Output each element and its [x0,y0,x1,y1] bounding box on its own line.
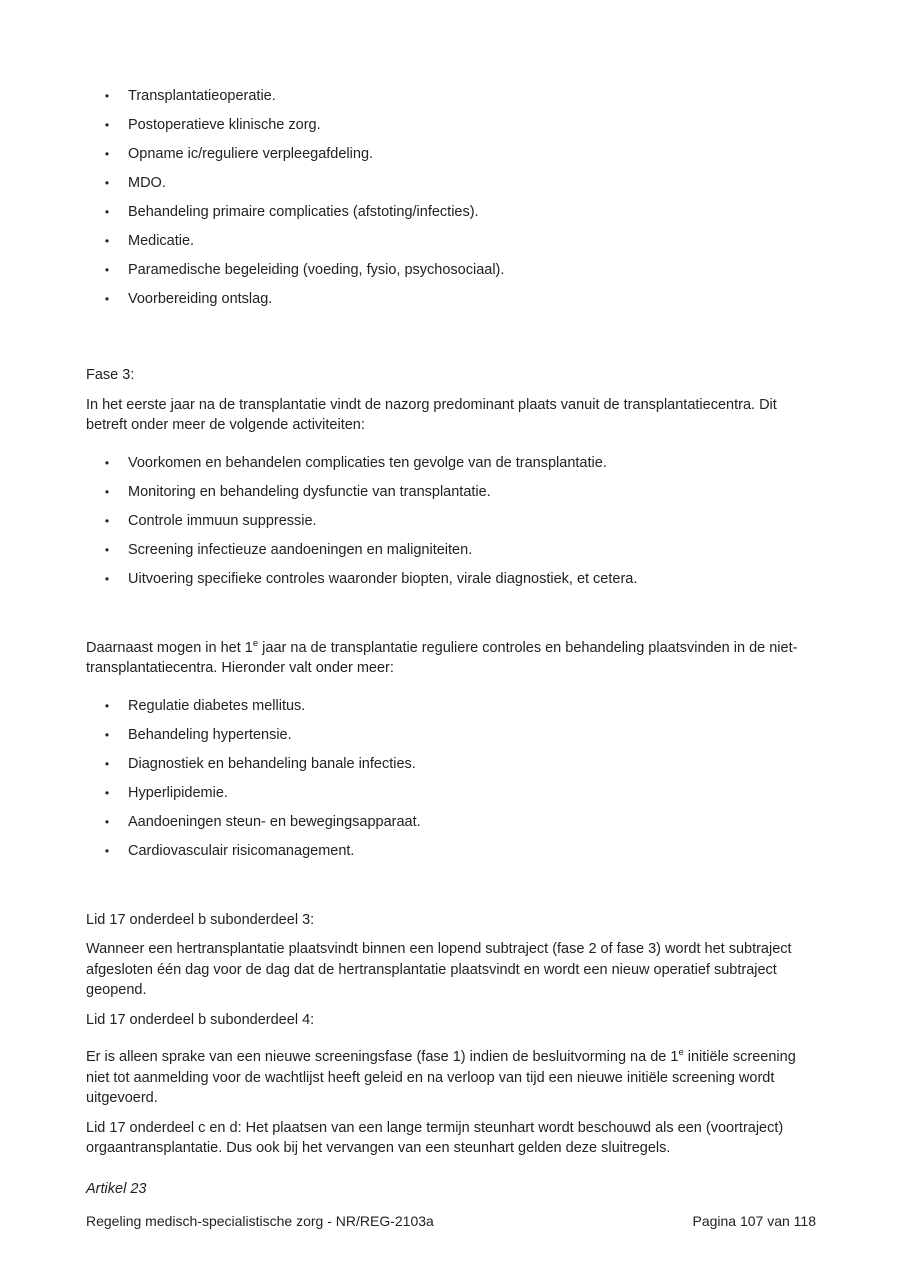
bullet-icon: • [104,698,110,713]
artikel-23-heading: Artikel 23 [86,1180,147,1197]
bullet-icon: • [104,785,110,800]
paragraph-text: initiële screening niet tot aanmelding voor de wachtlijst heeft geleid en na verloop van tijd een nieuwe initiële screening wordt uitgevoerd. [86,1049,796,1106]
bullet-icon: • [104,176,110,190]
bullet-icon: • [104,756,110,771]
lid17b4-heading: Lid 17 onderdeel b subonderdeel 4: [86,1011,315,1028]
lid17b3-heading: Lid 17 onderdeel b subonderdeel 3: [86,911,315,928]
list-item [86,696,818,717]
lid17b3-paragraph: Wanneer een hertransplantatie plaatsvindt binnen een lopend subtraject (fase 2 of fase 3) wordt het subtraject afgesloten één dag voor de dag dat de hertransplantatie plaatsvindt en wordt een nieuw operatief subtraject geopend. [86,941,792,998]
niet-transplantatiecentra-list [86,696,818,862]
list-item [86,231,818,252]
list-item [86,289,818,310]
list-item-text: Diagnostiek en behandeling banale infecties. [128,755,416,772]
bullet-icon: • [104,727,110,742]
list-item-text: Screening infectieuze aandoeningen en maligniteiten. [128,541,473,558]
fase3-heading: Fase 3: [86,367,135,383]
list-item-text: Paramedische begeleiding (voeding, fysio, psychosociaal). [128,262,505,278]
list-item [86,841,818,862]
page-footer [86,1213,816,1229]
bullet-icon: • [104,147,110,161]
list-item-text: Voorkomen en behandelen complicaties ten gevolge van de transplantatie. [128,454,607,471]
list-item [86,569,818,590]
list-item-text: Behandeling hypertensie. [128,726,292,743]
list-item [86,144,818,165]
daarnaast-paragraph [86,638,818,679]
list-item-text: Opname ic/reguliere verpleegafdeling. [128,146,374,162]
bullet-icon: • [104,205,110,219]
list-item-text: Transplantatieoperatie. [128,88,276,104]
spacer [86,445,818,453]
spacer [86,318,818,365]
list-item [86,202,818,223]
list-item-text: Controle immuun suppressie. [128,512,317,529]
list-item-text: Medicatie. [128,233,195,249]
list-item [86,453,818,474]
paragraph-text: jaar na de transplantatie reguliere controles en behandeling plaatsvinden in de niet-transplantatiecentra. Hieronder valt onder meer: [86,639,798,676]
list-item [86,540,818,561]
fase3-intro-paragraph: In het eerste jaar na de transplantatie vindt de nazorg predominant plaats vanuit de transplantatiecentra. Dit betreft onder meer de volgende activiteiten: [86,396,777,433]
bullet-icon: • [104,484,110,499]
phase2-activity-list [86,86,818,310]
list-item-text: Regulatie diabetes mellitus. [128,697,306,714]
list-item [86,725,818,746]
list-item-text: Voorbereiding ontslag. [128,291,273,307]
list-item [86,260,818,281]
list-item-text: Monitoring en behandeling dysfunctie van transplantatie. [128,483,491,500]
paragraph-text: Er is alleen sprake van een nieuwe screeningsfase (fase 1) indien de besluitvorming na de 1 [86,1049,679,1065]
list-item [86,754,818,775]
bullet-icon: • [104,292,110,306]
bullet-icon: • [104,263,110,277]
list-item-text: Postoperatieve klinische zorg. [128,117,321,133]
list-item [86,115,818,136]
spacer [86,598,818,638]
spacer [86,1039,818,1047]
list-item-text: Uitvoering specifieke controles waaronder biopten, virale diagnostiek, et cetera. [128,570,638,587]
bullet-icon: • [104,234,110,248]
list-item [86,511,818,532]
bullet-icon: • [104,571,110,586]
superscript-e: e [678,1047,684,1059]
list-item [86,812,818,833]
list-item-text: Cardiovasculair risicomanagement. [128,842,355,859]
bullet-icon: • [104,455,110,470]
bullet-icon: • [104,513,110,528]
footer-document-title: Regeling medisch-specialistische zorg - NR/REG-2103a [86,1213,434,1229]
list-item [86,783,818,804]
spacer [86,688,818,696]
bullet-icon: • [104,118,110,132]
paragraph-text: Daarnaast mogen in het 1 [86,639,253,656]
list-item [86,86,818,107]
list-item-text: Aandoeningen steun- en bewegingsapparaat. [128,813,421,830]
lid17b4-paragraph [86,1047,818,1109]
list-item [86,173,818,194]
spacer [86,870,818,910]
superscript-e: e [252,637,259,649]
bullet-icon: • [104,843,110,858]
document-content [86,86,818,1199]
list-item-text: MDO. [128,175,166,191]
bullet-icon: • [104,89,110,103]
bullet-icon: • [104,814,110,829]
footer-page-number: Pagina 107 van 118 [692,1213,816,1229]
lid17cd-paragraph: Lid 17 onderdeel c en d: Het plaatsen van een lange termijn steunhart wordt beschouwd als een (voortraject) orgaantransplantatie. Dus ook bij het vervangen van een steunhart gelden deze sluitregels. [86,1119,784,1156]
list-item-text: Hyperlipidemie. [128,784,228,801]
bullet-icon: • [104,542,110,557]
list-item-text: Behandeling primaire complicaties (afstoting/infecties). [128,204,479,220]
list-item [86,482,818,503]
fase3-activity-list [86,453,818,590]
